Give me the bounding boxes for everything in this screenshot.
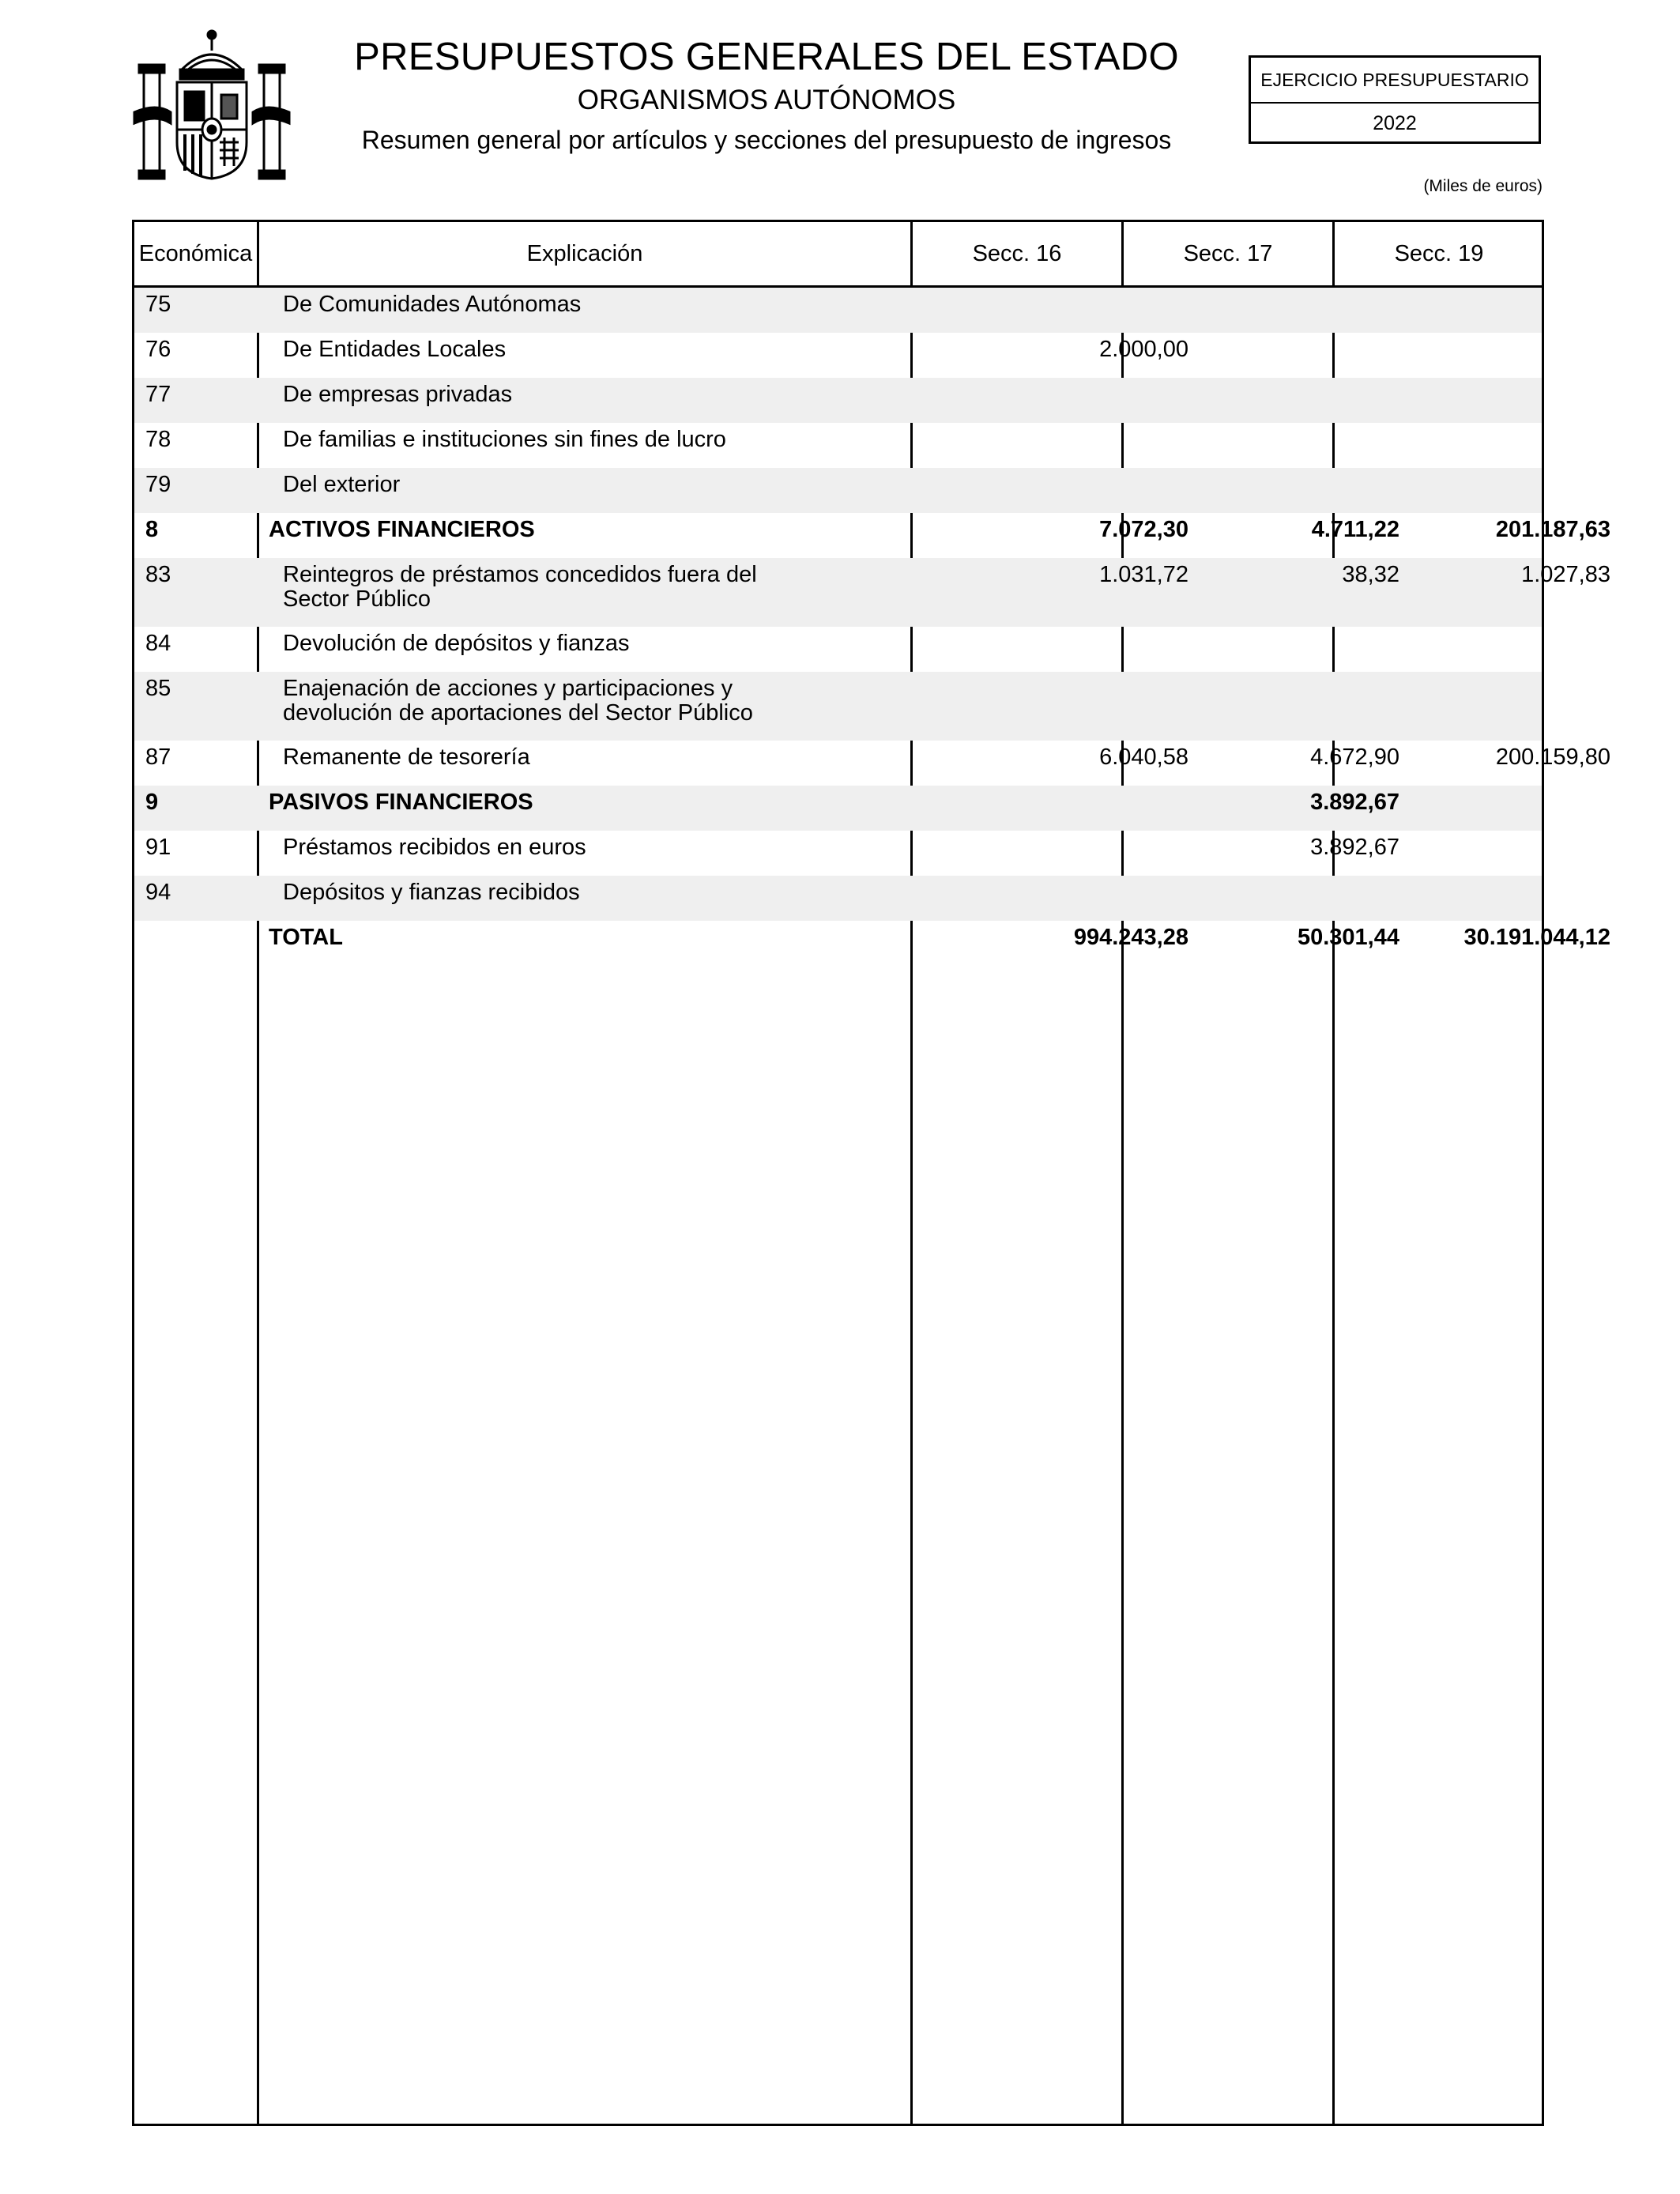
row-code: 79 xyxy=(145,472,171,497)
row-value-secc-17: 50.301,44 xyxy=(1297,925,1399,950)
col-header-secc-19: Secc. 19 xyxy=(1394,241,1484,266)
table-row xyxy=(134,288,1542,333)
table-body xyxy=(134,288,1610,966)
table-row xyxy=(134,333,1542,378)
table-row xyxy=(134,672,1542,741)
title-block xyxy=(300,33,1233,160)
budget-table xyxy=(132,220,1610,2126)
row-value-secc-17: 4.711,22 xyxy=(1311,517,1399,542)
row-code: 87 xyxy=(145,745,171,770)
row-value-secc-19: 1.027,83 xyxy=(1521,562,1610,587)
table-row xyxy=(134,831,1542,876)
row-explanation: Remanente de tesorería xyxy=(283,745,530,770)
table-row xyxy=(134,378,1542,423)
row-value-secc-16: 7.072,30 xyxy=(1099,517,1188,542)
row-code: 77 xyxy=(145,382,171,407)
row-value-secc-17: 3.892,67 xyxy=(1310,835,1399,860)
row-explanation: PASIVOS FINANCIEROS xyxy=(269,790,533,815)
table-row xyxy=(134,558,1610,627)
row-value-secc-19: 200.159,80 xyxy=(1495,745,1610,770)
page-title: PRESUPUESTOS GENERALES DEL ESTADO xyxy=(354,36,1179,78)
row-code: 94 xyxy=(145,880,171,905)
row-code: 78 xyxy=(145,427,171,452)
page-description: Resumen general por artículos y secciones del presupuesto de ingresos xyxy=(361,126,1172,154)
col-header-explanation: Explicación xyxy=(526,241,643,266)
exercise-year: 2022 xyxy=(1373,112,1417,134)
row-explanation: TOTAL xyxy=(269,925,343,950)
table-row xyxy=(134,741,1610,786)
row-value-secc-16: 6.040,58 xyxy=(1099,745,1188,770)
table-row xyxy=(134,468,1542,513)
row-value-secc-17: 38,32 xyxy=(1342,562,1399,587)
row-code: 9 xyxy=(145,790,159,815)
row-value-secc-17: 4.672,90 xyxy=(1310,745,1399,770)
row-explanation: ACTIVOS FINANCIEROS xyxy=(269,517,535,542)
row-value-secc-16: 994.243,28 xyxy=(1073,925,1188,950)
col-header-code: Económica xyxy=(138,241,253,266)
row-value-secc-17: 3.892,67 xyxy=(1310,790,1399,815)
spain-coat-of-arms-icon xyxy=(133,24,291,182)
row-explanation: Depósitos y fianzas recibidos xyxy=(283,880,580,905)
row-code: 85 xyxy=(145,676,171,701)
table-row xyxy=(134,876,1542,921)
table-row xyxy=(134,921,1610,966)
col-header-secc-16: Secc. 16 xyxy=(972,241,1062,266)
row-explanation: De Entidades Locales xyxy=(283,337,507,362)
row-explanation: Devolución de depósitos y fianzas xyxy=(283,631,630,656)
row-code: 91 xyxy=(145,835,171,860)
table-row xyxy=(134,627,1542,672)
row-explanation: De familias e instituciones sin fines de lucro xyxy=(283,427,726,452)
row-value-secc-16: 2.000,00 xyxy=(1099,337,1188,362)
row-explanation: Reintegros de préstamos concedidos fuera del Sector Público xyxy=(283,562,757,612)
row-code: 8 xyxy=(145,517,159,542)
table-row xyxy=(134,786,1542,831)
row-value-secc-19: 201.187,63 xyxy=(1495,517,1610,542)
units-note: (Miles de euros) xyxy=(1423,177,1543,195)
table-header xyxy=(134,222,1542,288)
row-explanation: Enajenación de acciones y participaciones y devolución de aportaciones del Sector Público xyxy=(283,676,753,726)
exercise-box xyxy=(1249,55,1541,144)
row-explanation: Del exterior xyxy=(283,472,401,497)
row-code: 75 xyxy=(145,292,171,317)
exercise-label: EJERCICIO PRESUPUESTARIO xyxy=(1251,58,1539,104)
row-value-secc-19: 30.191.044,12 xyxy=(1463,925,1610,950)
row-explanation: De Comunidades Autónomas xyxy=(283,292,582,317)
row-code: 76 xyxy=(145,337,171,362)
page-subtitle: ORGANISMOS AUTÓNOMOS xyxy=(577,85,956,115)
row-explanation: De empresas privadas xyxy=(283,382,513,407)
row-code: 83 xyxy=(145,562,171,587)
row-code: 84 xyxy=(145,631,171,656)
row-explanation: Préstamos recibidos en euros xyxy=(283,835,586,860)
table-row xyxy=(134,423,1542,468)
row-value-secc-16: 1.031,72 xyxy=(1099,562,1188,587)
col-header-secc-17: Secc. 17 xyxy=(1183,241,1273,266)
table-row xyxy=(134,513,1610,558)
